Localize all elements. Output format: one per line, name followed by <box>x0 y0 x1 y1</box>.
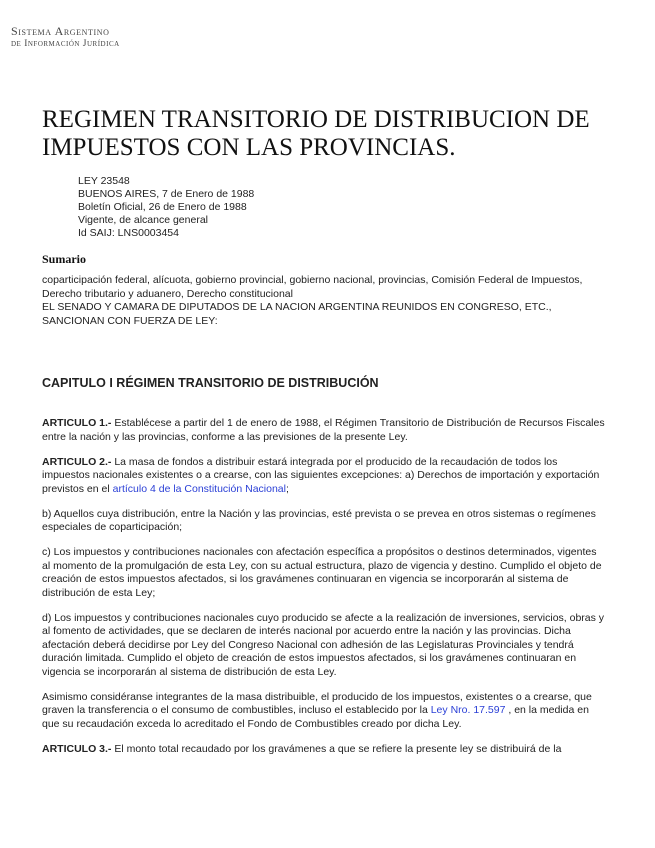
sumario-block <box>42 274 612 328</box>
chapter-heading: CAPITULO I RÉGIMEN TRANSITORIO DE DISTRIBUCIÓN <box>42 376 379 390</box>
site-name-line2: de Información Jurídica <box>11 39 120 49</box>
article-1 <box>42 417 607 444</box>
article-text: El monto total recaudado por los gravámenes a que se refiere la presente ley se distribuirá de la <box>111 742 562 755</box>
article-2 <box>42 456 607 497</box>
boletin-oficial: Boletín Oficial, 26 de Enero de 1988 <box>78 201 247 213</box>
sumario-keywords: coparticipación federal, alícuota, gobierno provincial, gobierno nacional, provincias, Comisión Federal de Impuestos, Derecho tributario y aduanero, Derecho constitucional <box>42 274 583 300</box>
site-name-line1: Sistema Argentino <box>11 24 110 38</box>
article-label: ARTICULO 1.- <box>42 417 112 429</box>
paragraph-d: d) Los impuestos y contribuciones nacionales cuyo producido se afecte a la realización de inversiones, servicios, obras y al fomento de actividades, que se declaren de interés nacional por acuerdo entre la nación y las provincias. Dicha afectación deberá decidirse por Ley del Congreso Nacional con adhesión de las Legislaturas Provinciales y tendrá duración limitada. Cumplido el objeto de creación de estos impuestos afectados, si los gravámenes continuaran en vigencia se incorporarán al sistema de distribución de esta Ley. <box>42 611 605 678</box>
law-metadata <box>78 175 254 240</box>
article-label: ARTICULO 2.- <box>42 455 112 468</box>
constitution-article-link[interactable]: artículo 4 de la Constitución Nacional <box>112 482 286 495</box>
article-text: La masa de fondos a distribuir estará integrada por el producido de la recaudación de todos los impuestos nacionales existentes o a crearse, con las siguientes excepciones: a) Derechos de importación y exportación previstos en el <box>42 455 600 495</box>
saij-id: Id SAIJ: LNS0003454 <box>78 227 179 239</box>
document-title: REGIMEN TRANSITORIO DE DISTRIBUCION DE IMPUESTOS CON LAS PROVINCIAS. <box>42 106 590 161</box>
article-text-end: ; <box>285 482 289 495</box>
site-header <box>11 25 120 51</box>
law-number: LEY 23548 <box>78 175 130 187</box>
article-3 <box>42 743 607 757</box>
paragraph-c: c) Los impuestos y contribuciones nacionales con afectación específica a propósitos o destinos determinados, vigentes al momento de la promulgación de esta Ley, con su actual estructura, plazo de vigencia y destino. Cumplido el objeto de creación de estos impuestos afectados, si los gravámenes continuaran en vigencia se incorporarán al sistema de distribución de esta Ley; <box>42 546 602 599</box>
sumario-heading: Sumario <box>42 252 87 266</box>
paragraph-b: b) Aquellos cuya distribución, entre la Nación y las provincias, esté prevista o se prevea en otros sistemas o regímenes especiales de coparticipación; <box>42 507 596 533</box>
ley-17597-link[interactable]: Ley Nro. 17.597 <box>430 704 506 716</box>
paragraph-text: Asimismo considéranse integrantes de la masa distribuible, el producido de los impuestos, existentes o a crearse, que graven la transferencia o el consumo de combustibles, incluso el establecido por la <box>42 690 592 716</box>
article-label: ARTICULO 3.- <box>42 742 112 755</box>
article-text: Establécese a partir del 1 de enero de 1988, el Régimen Transitorio de Distribución de Recursos Fiscales entre la nación y las provincias, conforme a las previsiones de la presente Ley. <box>42 417 605 443</box>
preamble: EL SENADO Y CAMARA DE DIPUTADOS DE LA NACION ARGENTINA REUNIDOS EN CONGRESO, ETC., SANCIONAN CON FUERZA DE LEY: <box>42 301 552 327</box>
vigencia: Vigente, de alcance general <box>78 214 208 226</box>
law-date: BUENOS AIRES, 7 de Enero de 1988 <box>78 188 255 200</box>
paragraph-text-end: , en la medida en que su recaudación exceda lo acreditado el Fondo de Combustibles creado por dicha Ley. <box>42 704 589 730</box>
paragraph-e <box>42 691 607 732</box>
law-body <box>42 417 607 768</box>
